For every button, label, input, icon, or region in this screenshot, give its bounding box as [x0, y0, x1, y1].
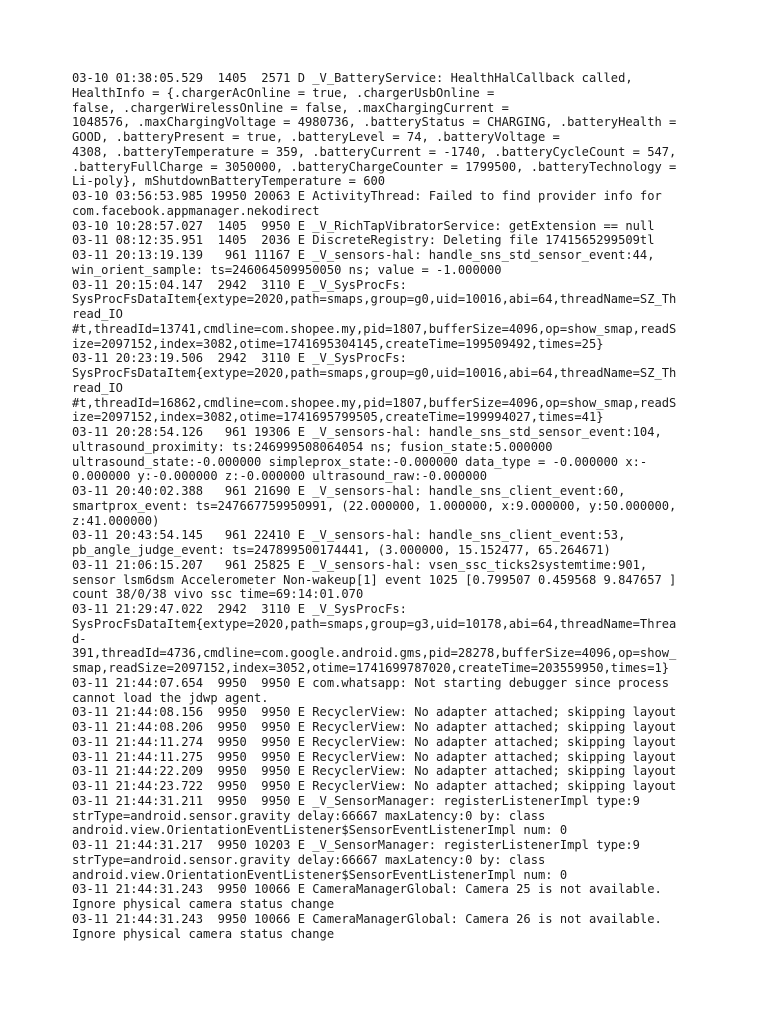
log-line: win_orient_sample: ts=246064509950050 ns; value = -1.000000 [72, 262, 502, 277]
log-line: SysProcFsDataItem{extype=2020,path=smaps,group=g0,uid=10016,abi=64,threadName=SZ_Th [72, 292, 677, 307]
log-line: SysProcFsDataItem{extype=2020,path=smaps,group=g0,uid=10016,abi=64,threadName=SZ_Th [72, 366, 677, 380]
log-line: #t,threadId=13741,cmdline=com.shopee.my,pid=1807,bufferSize=4096,op=show_smap,readS [72, 321, 677, 336]
log-line: read_IO [72, 307, 123, 321]
log-line: ultrasound_proximity: ts:246999508064054 ns; fusion_state:5.000000 [72, 439, 553, 454]
log-line: .batteryFullCharge = 3050000, .batteryChargeCounter = 1799500, .batteryTechnology = [72, 159, 677, 174]
log-line: d- [72, 631, 87, 646]
log-line: z:41.000000) [72, 513, 160, 528]
log-line: 03-10 10:28:57.027 1405 9950 E _V_RichTapVibratorService: getExtension == null [72, 218, 655, 233]
log-line: smartprox_event: ts=247667759950991, (22.000000, 1.000000, x:9.000000, y:50.000000, [72, 498, 677, 513]
log-line: 03-11 21:44:23.722 9950 9950 E RecyclerView: No adapter attached; skipping layout [72, 779, 677, 793]
log-line: 4308, .batteryTemperature = 359, .batteryCurrent = -1740, .batteryCycleCount = 547, [72, 144, 677, 159]
log-line: #t,threadId=16862,cmdline=com.shopee.my,pid=1807,bufferSize=4096,op=show_smap,readS [72, 395, 677, 410]
log-line: cannot load the jdwp agent. [72, 690, 269, 705]
log-line: false, .chargerWirelessOnline = false, .maxChargingCurrent = [72, 100, 509, 115]
log-line: HealthInfo = {.chargerAcOnline = true, .chargerUsbOnline = [72, 85, 495, 100]
log-line: 391,threadId=4736,cmdline=com.google.android.gms,pid=28278,bufferSize=4096,op=show_ [72, 646, 677, 661]
log-line: 03-11 08:12:35.951 1405 2036 E DiscreteRegistry: Deleting file 1741565299509tl [72, 233, 655, 248]
log-line: Ignore physical camera status change [72, 897, 335, 911]
log-line: 03-10 01:38:05.529 1405 2571 D _V_BatteryService: HealthHalCallback called, [72, 71, 633, 85]
log-line: 03-11 20:13:19.139 961 11167 E _V_sensors-hal: handle_sns_std_sensor_event:44, [72, 248, 655, 262]
log-line: 03-11 21:44:31.217 9950 10203 E _V_SensorManager: registerListenerImpl type:9 [72, 838, 640, 852]
log-line: 03-11 21:44:11.274 9950 9950 E RecyclerView: No adapter attached; skipping layout [72, 734, 677, 749]
log-line: SysProcFsDataItem{extype=2020,path=smaps,group=g3,uid=10178,abi=64,threadName=Threa [72, 616, 677, 631]
log-line: ize=2097152,index=3082,otime=1741695304145,createTime=199509492,times=25} [72, 336, 604, 351]
log-line: strType=android.sensor.gravity delay:66667 maxLatency:0 by: class [72, 852, 546, 867]
log-line: Li-poly}, mShutdownBatteryTemperature = 600 [72, 174, 386, 189]
log-line: 03-11 21:29:47.022 2942 3110 E _V_SysProcFs: [72, 602, 407, 616]
log-line: 03-11 21:44:11.275 9950 9950 E RecyclerView: No adapter attached; skipping layout [72, 749, 677, 764]
log-line: 03-11 21:44:08.156 9950 9950 E RecyclerView: No adapter attached; skipping layout [72, 705, 677, 720]
log-line: smap,readSize=2097152,index=3052,otime=1741699787020,createTime=203559950,times=1} [72, 661, 670, 675]
log-line: 1048576, .maxChargingVoltage = 4980736, .batteryStatus = CHARGING, .batteryHealth = [72, 115, 677, 130]
log-line: android.view.OrientationEventListener$SensorEventListenerImpl num: 0 [72, 867, 568, 882]
log-line: 03-11 20:15:04.147 2942 3110 E _V_SysProcFs: [72, 277, 407, 292]
log-line: 0.000000 y:-0.000000 z:-0.000000 ultrasound_raw:-0.000000 [72, 469, 488, 484]
log-line: 03-11 21:44:07.654 9950 9950 E com.whatsapp: Not starting debugger since process [72, 675, 670, 690]
log-line: count 38/0/38 vivo ssc time=69:14:01.070 [72, 587, 364, 602]
log-line: sensor lsm6dsm Accelerometer Non-wakeup[1] event 1025 [0.799507 0.459568 9.847657 ] [72, 572, 677, 587]
log-line: android.view.OrientationEventListener$SensorEventListenerImpl num: 0 [72, 823, 568, 838]
log-line: Ignore physical camera status change [72, 926, 335, 941]
log-line: 03-11 21:06:15.207 961 25825 E _V_sensors-hal: vsen_ssc_ticks2systemtime:901, [72, 557, 648, 572]
log-line: 03-11 20:40:02.388 961 21690 E _V_sensors-hal: handle_sns_client_event:60, [72, 484, 626, 498]
log-line: com.facebook.appmanager.nekodirect [72, 203, 320, 218]
log-line: 03-11 21:44:22.209 9950 9950 E RecyclerView: No adapter attached; skipping layout [72, 764, 677, 779]
log-line: GOOD, .batteryPresent = true, .batteryLevel = 74, .batteryVoltage = [72, 130, 560, 144]
log-line: 03-11 20:28:54.126 961 19306 E _V_sensors-hal: handle_sns_std_sensor_event:104, [72, 425, 662, 439]
log-document [72, 71, 702, 941]
log-line: 03-11 20:23:19.506 2942 3110 E _V_SysProcFs: [72, 351, 407, 366]
log-line: 03-11 21:44:31.211 9950 9950 E _V_SensorManager: registerListenerImpl type:9 [72, 793, 640, 808]
log-line: pb_angle_judge_event: ts=247899500174441, (3.000000, 15.152477, 65.264671) [72, 543, 611, 557]
log-line: strType=android.sensor.gravity delay:66667 maxLatency:0 by: class [72, 808, 546, 823]
log-line: ize=2097152,index=3082,otime=1741695799505,createTime=199994027,times=41} [72, 410, 604, 425]
log-line: read_IO [72, 380, 123, 395]
log-line: ultrasound_state:-0.000000 simpleprox_state:-0.000000 data_type = -0.000000 x:- [72, 454, 648, 469]
log-line: 03-11 20:43:54.145 961 22410 E _V_sensors-hal: handle_sns_client_event:53, [72, 528, 626, 543]
log-line: 03-11 21:44:08.206 9950 9950 E RecyclerView: No adapter attached; skipping layout [72, 720, 677, 734]
log-line: 03-10 03:56:53.985 19950 20063 E ActivityThread: Failed to find provider info for [72, 189, 662, 203]
log-line: 03-11 21:44:31.243 9950 10066 E CameraManagerGlobal: Camera 25 is not available. [72, 882, 662, 897]
log-line: 03-11 21:44:31.243 9950 10066 E CameraManagerGlobal: Camera 26 is not available. [72, 911, 662, 926]
